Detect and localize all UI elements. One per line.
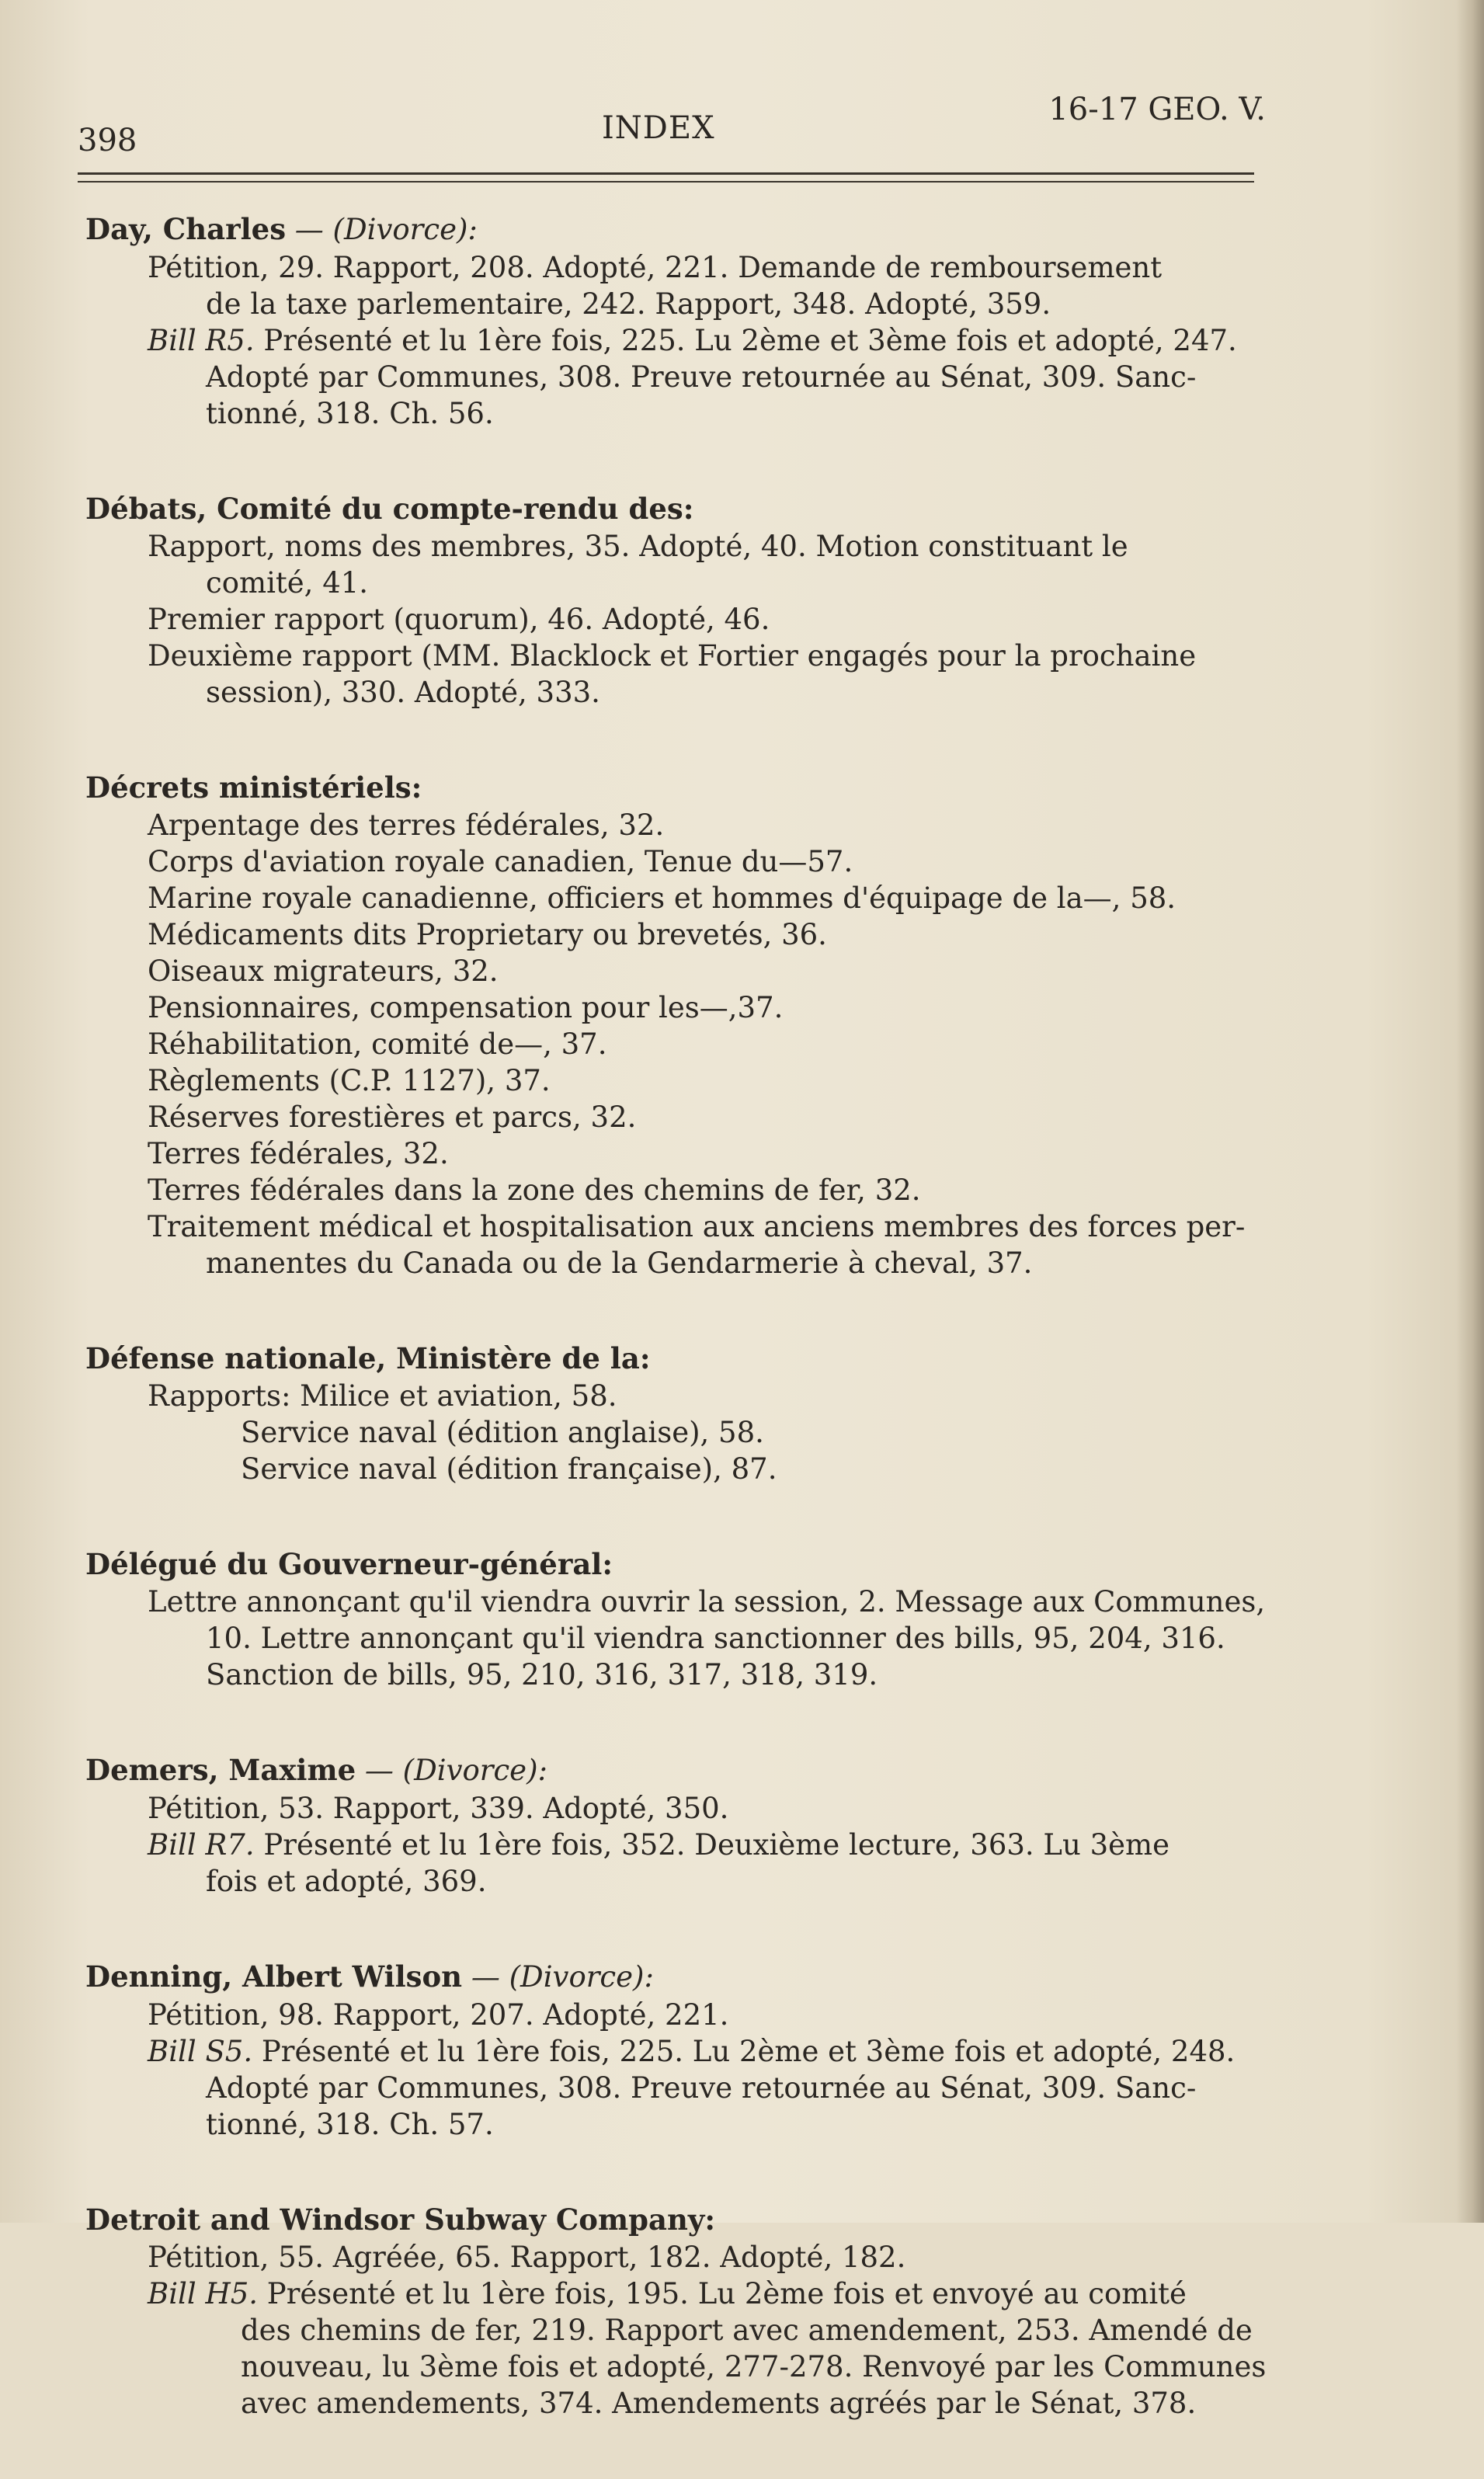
entry-heading <box>85 1339 1297 1378</box>
bill-label: Bill R7. <box>148 1828 255 1862</box>
entry-line <box>85 638 1297 674</box>
entry-line-text: session), 330. Adopté, 333. <box>206 676 600 709</box>
entry-line <box>85 2312 1297 2349</box>
entry-line-text: Médicaments dits Proprietary ou brevetés, 36. <box>148 918 827 951</box>
bill-label: Bill R5. <box>148 324 255 357</box>
entry-line <box>85 807 1297 843</box>
entry-line-text: Présenté et lu 1ère fois, 352. Deuxième lecture, 363. Lu 3ème <box>254 1828 1170 1862</box>
book-spine-shadow <box>1456 0 1484 2223</box>
entry-line <box>85 2239 1297 2276</box>
entry-line-text: Corps d'aviation royale canadien, Tenue du—57. <box>148 845 853 878</box>
entry-line <box>85 989 1297 1026</box>
entry-heading-text: Défense nationale, Ministère de la: <box>85 1341 651 1375</box>
entry-heading-text: Detroit and Windsor Subway Company: <box>85 2203 716 2237</box>
entry-line-text: Pétition, 53. Rapport, 339. Adopté, 350. <box>148 1792 729 1825</box>
entry-heading <box>85 489 1297 528</box>
entry-line <box>85 1657 1297 1693</box>
entry-line <box>85 1099 1297 1135</box>
entry-line-text: Pensionnaires, compensation pour les—,37. <box>148 991 784 1024</box>
entry-line-text: Premier rapport (quorum), 46. Adopté, 46. <box>148 603 770 636</box>
page-number: 398 <box>78 123 137 158</box>
entry-line-text: Adopté par Communes, 308. Preuve retournée au Sénat, 309. Sanc- <box>206 2071 1197 2105</box>
entry-line <box>85 528 1297 565</box>
entry-qualifier: — (Divorce): <box>356 1754 547 1787</box>
entry-line-text: Réhabilitation, comité de—, 37. <box>148 1027 607 1061</box>
entry-line-text: Rapport, noms des membres, 35. Adopté, 40. Motion constituant le <box>148 530 1128 563</box>
entry-line <box>85 1026 1297 1062</box>
entry-line <box>85 1863 1297 1900</box>
entry-line <box>85 916 1297 953</box>
entry-line <box>85 880 1297 916</box>
entry-line <box>85 2106 1297 2143</box>
entry-line <box>85 1620 1297 1657</box>
entry-line <box>85 1135 1297 1172</box>
entry-heading-text: Demers, Maxime <box>85 1753 356 1787</box>
entry-line-text: Rapports: Milice et aviation, 58. <box>148 1379 617 1413</box>
entry-line-text: des chemins de fer, 219. Rapport avec amendement, 253. Amendé de <box>241 2314 1253 2347</box>
entry-heading <box>85 1957 1297 1997</box>
header-rule-secondary <box>78 181 1254 183</box>
entry-heading <box>85 1545 1297 1584</box>
index-entry <box>85 768 1297 1281</box>
entry-line-text: 10. Lettre annonçant qu'il viendra sanctionner des bills, 95, 204, 316. <box>206 1622 1225 1655</box>
entry-line-text: de la taxe parlementaire, 242. Rapport, 348. Adopté, 359. <box>206 287 1051 321</box>
entry-line-text: Présenté et lu 1ère fois, 225. Lu 2ème et 3ème fois et adopté, 248. <box>252 2035 1236 2068</box>
entry-line <box>85 1451 1297 1487</box>
index-entry <box>85 1339 1297 1487</box>
entry-line-text: Arpentage des terres fédérales, 32. <box>148 808 665 842</box>
entry-line <box>85 359 1297 395</box>
index-entry <box>85 1545 1297 1693</box>
entry-line <box>85 1062 1297 1099</box>
running-title: INDEX <box>602 110 715 146</box>
entry-line <box>85 1827 1297 1863</box>
entry-line <box>85 1997 1297 2033</box>
entry-line <box>85 1790 1297 1827</box>
entry-line-text: Réserves forestières et parcs, 32. <box>148 1100 637 1134</box>
entry-line <box>85 1414 1297 1451</box>
entry-line <box>85 2276 1297 2312</box>
entry-line-text: Règlements (C.P. 1127), 37. <box>148 1064 551 1097</box>
entry-line-text: tionné, 318. Ch. 57. <box>206 2108 494 2141</box>
entry-line-text: tionné, 318. Ch. 56. <box>206 397 494 430</box>
session-label: 16-17 GEO. V. <box>1048 92 1266 127</box>
index-entry <box>85 1751 1297 1900</box>
entry-line-text: manentes du Canada ou de la Gendarmerie à cheval, 37. <box>206 1246 1033 1280</box>
entry-line <box>85 2033 1297 2070</box>
entry-line <box>85 395 1297 432</box>
entry-heading-text: Denning, Albert Wilson <box>85 1959 463 1994</box>
index-entry <box>85 210 1297 432</box>
entry-heading <box>85 768 1297 807</box>
entry-line-text: Pétition, 55. Agréée, 65. Rapport, 182. Adopté, 182. <box>148 2241 906 2274</box>
entry-line-text: Adopté par Communes, 308. Preuve retournée au Sénat, 309. Sanc- <box>206 360 1197 394</box>
entry-line <box>85 1584 1297 1620</box>
entry-heading-text: Décrets ministériels: <box>85 770 422 805</box>
entry-heading-text: Day, Charles <box>85 212 287 246</box>
entry-line-text: Lettre annonçant qu'il viendra ouvrir la session, 2. Message aux Communes, <box>148 1585 1266 1618</box>
entry-heading-text: Débats, Comité du compte-rendu des: <box>85 492 694 526</box>
bill-label: Bill H5. <box>148 2277 259 2310</box>
entry-line-text: Pétition, 29. Rapport, 208. Adopté, 221. Demande de remboursement <box>148 251 1163 284</box>
entry-heading <box>85 1751 1297 1790</box>
entry-heading <box>85 2200 1297 2239</box>
page-header <box>78 92 1266 158</box>
entry-qualifier: — (Divorce): <box>462 1960 654 1994</box>
entry-line-text: avec amendements, 374. Amendements agréés par le Sénat, 378. <box>241 2387 1197 2420</box>
entry-line <box>85 565 1297 601</box>
header-rule <box>78 172 1254 175</box>
index-entries <box>85 210 1297 2479</box>
entry-line-text: Service naval (édition anglaise), 58. <box>241 1416 764 1449</box>
entry-line-text: Marine royale canadienne, officiers et hommes d'équipage de la—, 58. <box>148 881 1176 915</box>
entry-line <box>85 1172 1297 1208</box>
entry-line <box>85 843 1297 880</box>
index-entry <box>85 1957 1297 2143</box>
entry-line <box>85 249 1297 286</box>
entry-line <box>85 2070 1297 2106</box>
entry-line-text: Terres fédérales dans la zone des chemins de fer, 32. <box>148 1173 921 1207</box>
entry-line <box>85 1245 1297 1281</box>
entry-line-text: Traitement médical et hospitalisation aux anciens membres des forces per- <box>148 1210 1246 1243</box>
entry-heading-text: Délégué du Gouverneur-général: <box>85 1547 613 1581</box>
entry-line-text: fois et adopté, 369. <box>206 1865 487 1898</box>
entry-line <box>85 601 1297 638</box>
entry-line <box>85 2385 1297 2422</box>
entry-line <box>85 322 1297 359</box>
entry-line-text: Pétition, 98. Rapport, 207. Adopté, 221. <box>148 1998 729 2032</box>
entry-qualifier: — (Divorce): <box>286 213 478 246</box>
entry-line <box>85 674 1297 711</box>
entry-line-text: Deuxième rapport (MM. Blacklock et Fortier engagés pour la prochaine <box>148 639 1197 673</box>
entry-line <box>85 953 1297 989</box>
entry-line-text: Service naval (édition française), 87. <box>241 1452 777 1486</box>
entry-line <box>85 286 1297 322</box>
entry-line-text: Présenté et lu 1ère fois, 195. Lu 2ème fois et envoyé au comité <box>258 2277 1187 2310</box>
entry-line-text: comité, 41. <box>206 566 369 600</box>
index-entry <box>85 2200 1297 2422</box>
entry-line-text: Sanction de bills, 95, 210, 316, 317, 318, 319. <box>206 1658 878 1691</box>
entry-line <box>85 2349 1297 2385</box>
entry-line <box>85 1208 1297 1245</box>
index-entry <box>85 489 1297 711</box>
entry-line-text: nouveau, lu 3ème fois et adopté, 277-278. Renvoyé par les Communes <box>241 2350 1267 2383</box>
bill-label: Bill S5. <box>148 2035 253 2068</box>
entry-line-text: Oiseaux migrateurs, 32. <box>148 954 499 988</box>
entry-line <box>85 1378 1297 1414</box>
entry-heading <box>85 210 1297 249</box>
entry-line-text: Terres fédérales, 32. <box>148 1137 449 1170</box>
entry-line-text: Présenté et lu 1ère fois, 225. Lu 2ème et 3ème fois et adopté, 247. <box>254 324 1237 357</box>
